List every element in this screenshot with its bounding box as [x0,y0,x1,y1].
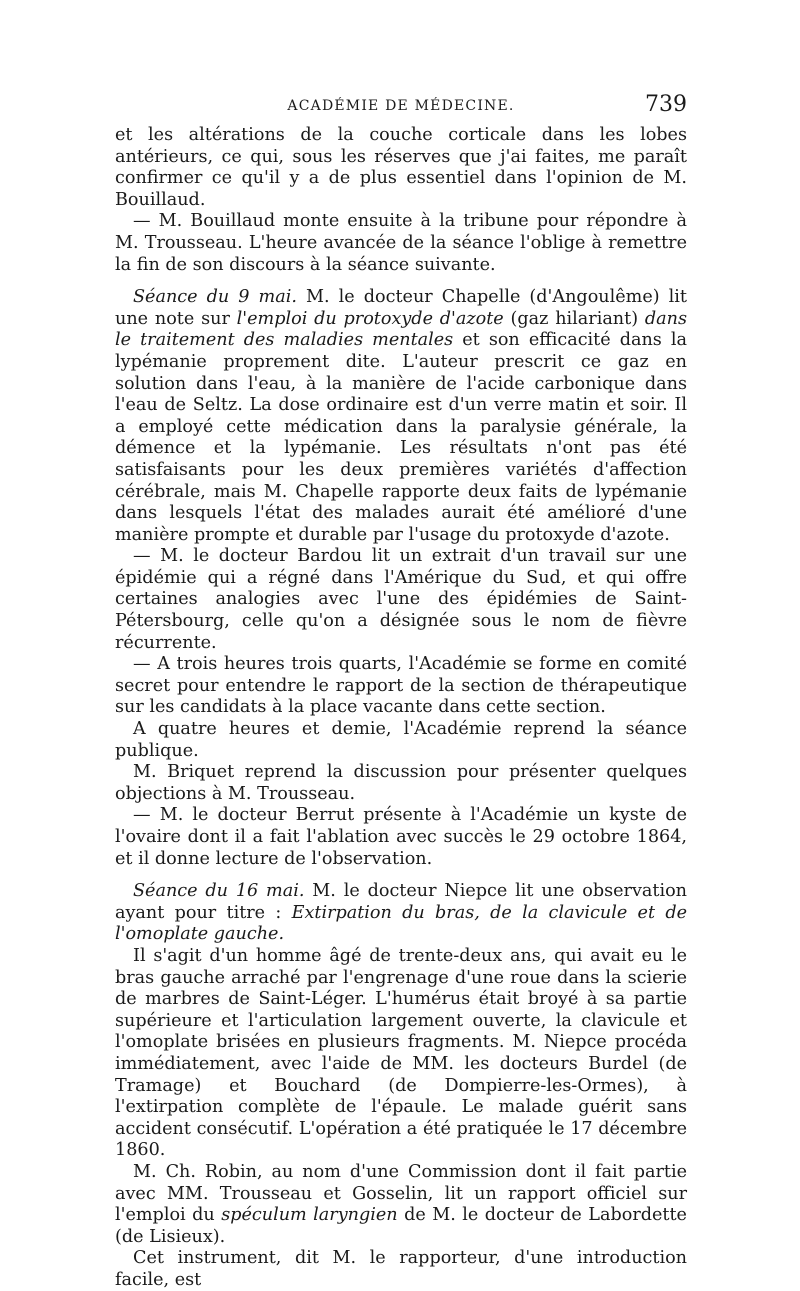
session-heading: Séance du 9 mai. [133,287,297,308]
running-title: ACADÉMIE DE MÉDECINE. [287,98,515,114]
work-title: Extirpation du bras, de la clavicule et de l'omoplate gauche. [115,902,687,945]
paragraph-bouillaud: — M. Bouillaud monte ensuite à la tribune pour répondre à M. Trousseau. L'heure avancée de la séance l'oblige à remettre la fin de son discours à la séance suivante. [115,211,687,275]
paragraph-session-9-mai [115,287,687,546]
paragraph-bardou: — M. le docteur Bardou lit un extrait d'un travail sur une épidémie qui a régné dans l'Amérique du Sud, et qui offre certaines analogies avec l'une des épidémies de Saint-Pétersbourg, celle qu'on a désignée sous le nom de fièvre récurrente. [115,546,687,653]
text-run: M. Ch. Robin, au nom d'une Commission dont il fait partie avec MM. Trousseau et Gosselin, lit un rapport officiel sur l'emploi du [115,1161,687,1226]
text-run: (gaz hilariant) [503,308,645,329]
text-run: M. le docteur Niepce lit une observation ayant pour titre : [115,881,687,923]
paragraph-continuation: et les altérations de la couche corticale dans les lobes antérieurs, ce qui, sous les réserves que j'ai faites, me paraît confirmer ce qu'il y a de plus essentiel dans l'opinion de M. Bouillaud. [115,125,687,210]
text-run: de M. le docteur de Labordette (de Lisieux). [115,1205,687,1247]
work-title: l'emploi du protoxyde d'azote [236,308,504,329]
page-body [115,125,687,1291]
instrument-name: spéculum laryngien [221,1205,398,1226]
paragraph-instrument: Cet instrument, dit M. le rapporteur, d'une introduction facile, est [115,1248,687,1290]
paragraph-observation: Il s'agit d'un homme âgé de trente-deux ans, qui avait eu le bras gauche arraché par l'engrenage d'une roue dans la scierie de marbres de Saint-Léger. L'humérus était broyé à sa partie supérieure et l'articulation largement ouverte, la clavicule et l'omoplate brisées en plusieurs fragments. M. Niepce procéda immédiatement, avec l'aide de MM. les docteurs Burdel (de Tramage) et Bouchard (de Dompierre-les-Ormes), à l'extirpation complète de l'épaule. Le malade guérit sans accident consécutif. L'opération a été pratiquée le 17 décembre 1860. [115,945,687,1161]
paragraph-comite-secret: — A trois heures trois quarts, l'Académie se forme en comité secret pour entendre le rapport de la section de thérapeutique sur les candidats à la place vacante dans cette section. [115,654,687,718]
work-title: dans le traitement des maladies mentales [115,308,687,351]
page-number: 739 [645,92,687,117]
text-run: et son efficacité dans la lypémanie proprement dite. L'auteur prescrit ce gaz en solution dans l'eau, à la manière de l'acide carbonique dans l'eau de Seltz. La dose ordinaire est d'un verre matin et soir. Il a employé cette médication dans la paralysie générale, la démence et la lypémanie. Les résultats n'ont pas été satisfaisants pour les deux premières variétés d'affection cérébrale, mais M. Chapelle rapporte deux faits de lypémanie dans lesquels l'état des malades aurait été amélioré d'une manière prompte et durable par l'usage du protoxyde d'azote. [115,330,688,545]
page-header [115,92,687,122]
session-heading: Séance du 16 mai. [133,881,305,902]
paragraph-seance-publique: A quatre heures et demie, l'Académie reprend la séance publique. [115,719,687,761]
paragraph-briquet: M. Briquet reprend la discussion pour présenter quelques objections à M. Trousseau. [115,762,687,804]
text-run: M. le docteur Chapelle (d'Angoulême) lit une note sur [115,287,687,329]
paragraph-berrut: — M. le docteur Berrut présente à l'Académie un kyste de l'ovaire dont il a fait l'ablation avec succès le 29 octobre 1864, et il donne lecture de l'observation. [115,805,687,869]
paragraph-robin [115,1162,687,1248]
paragraph-session-16-mai [115,881,687,946]
